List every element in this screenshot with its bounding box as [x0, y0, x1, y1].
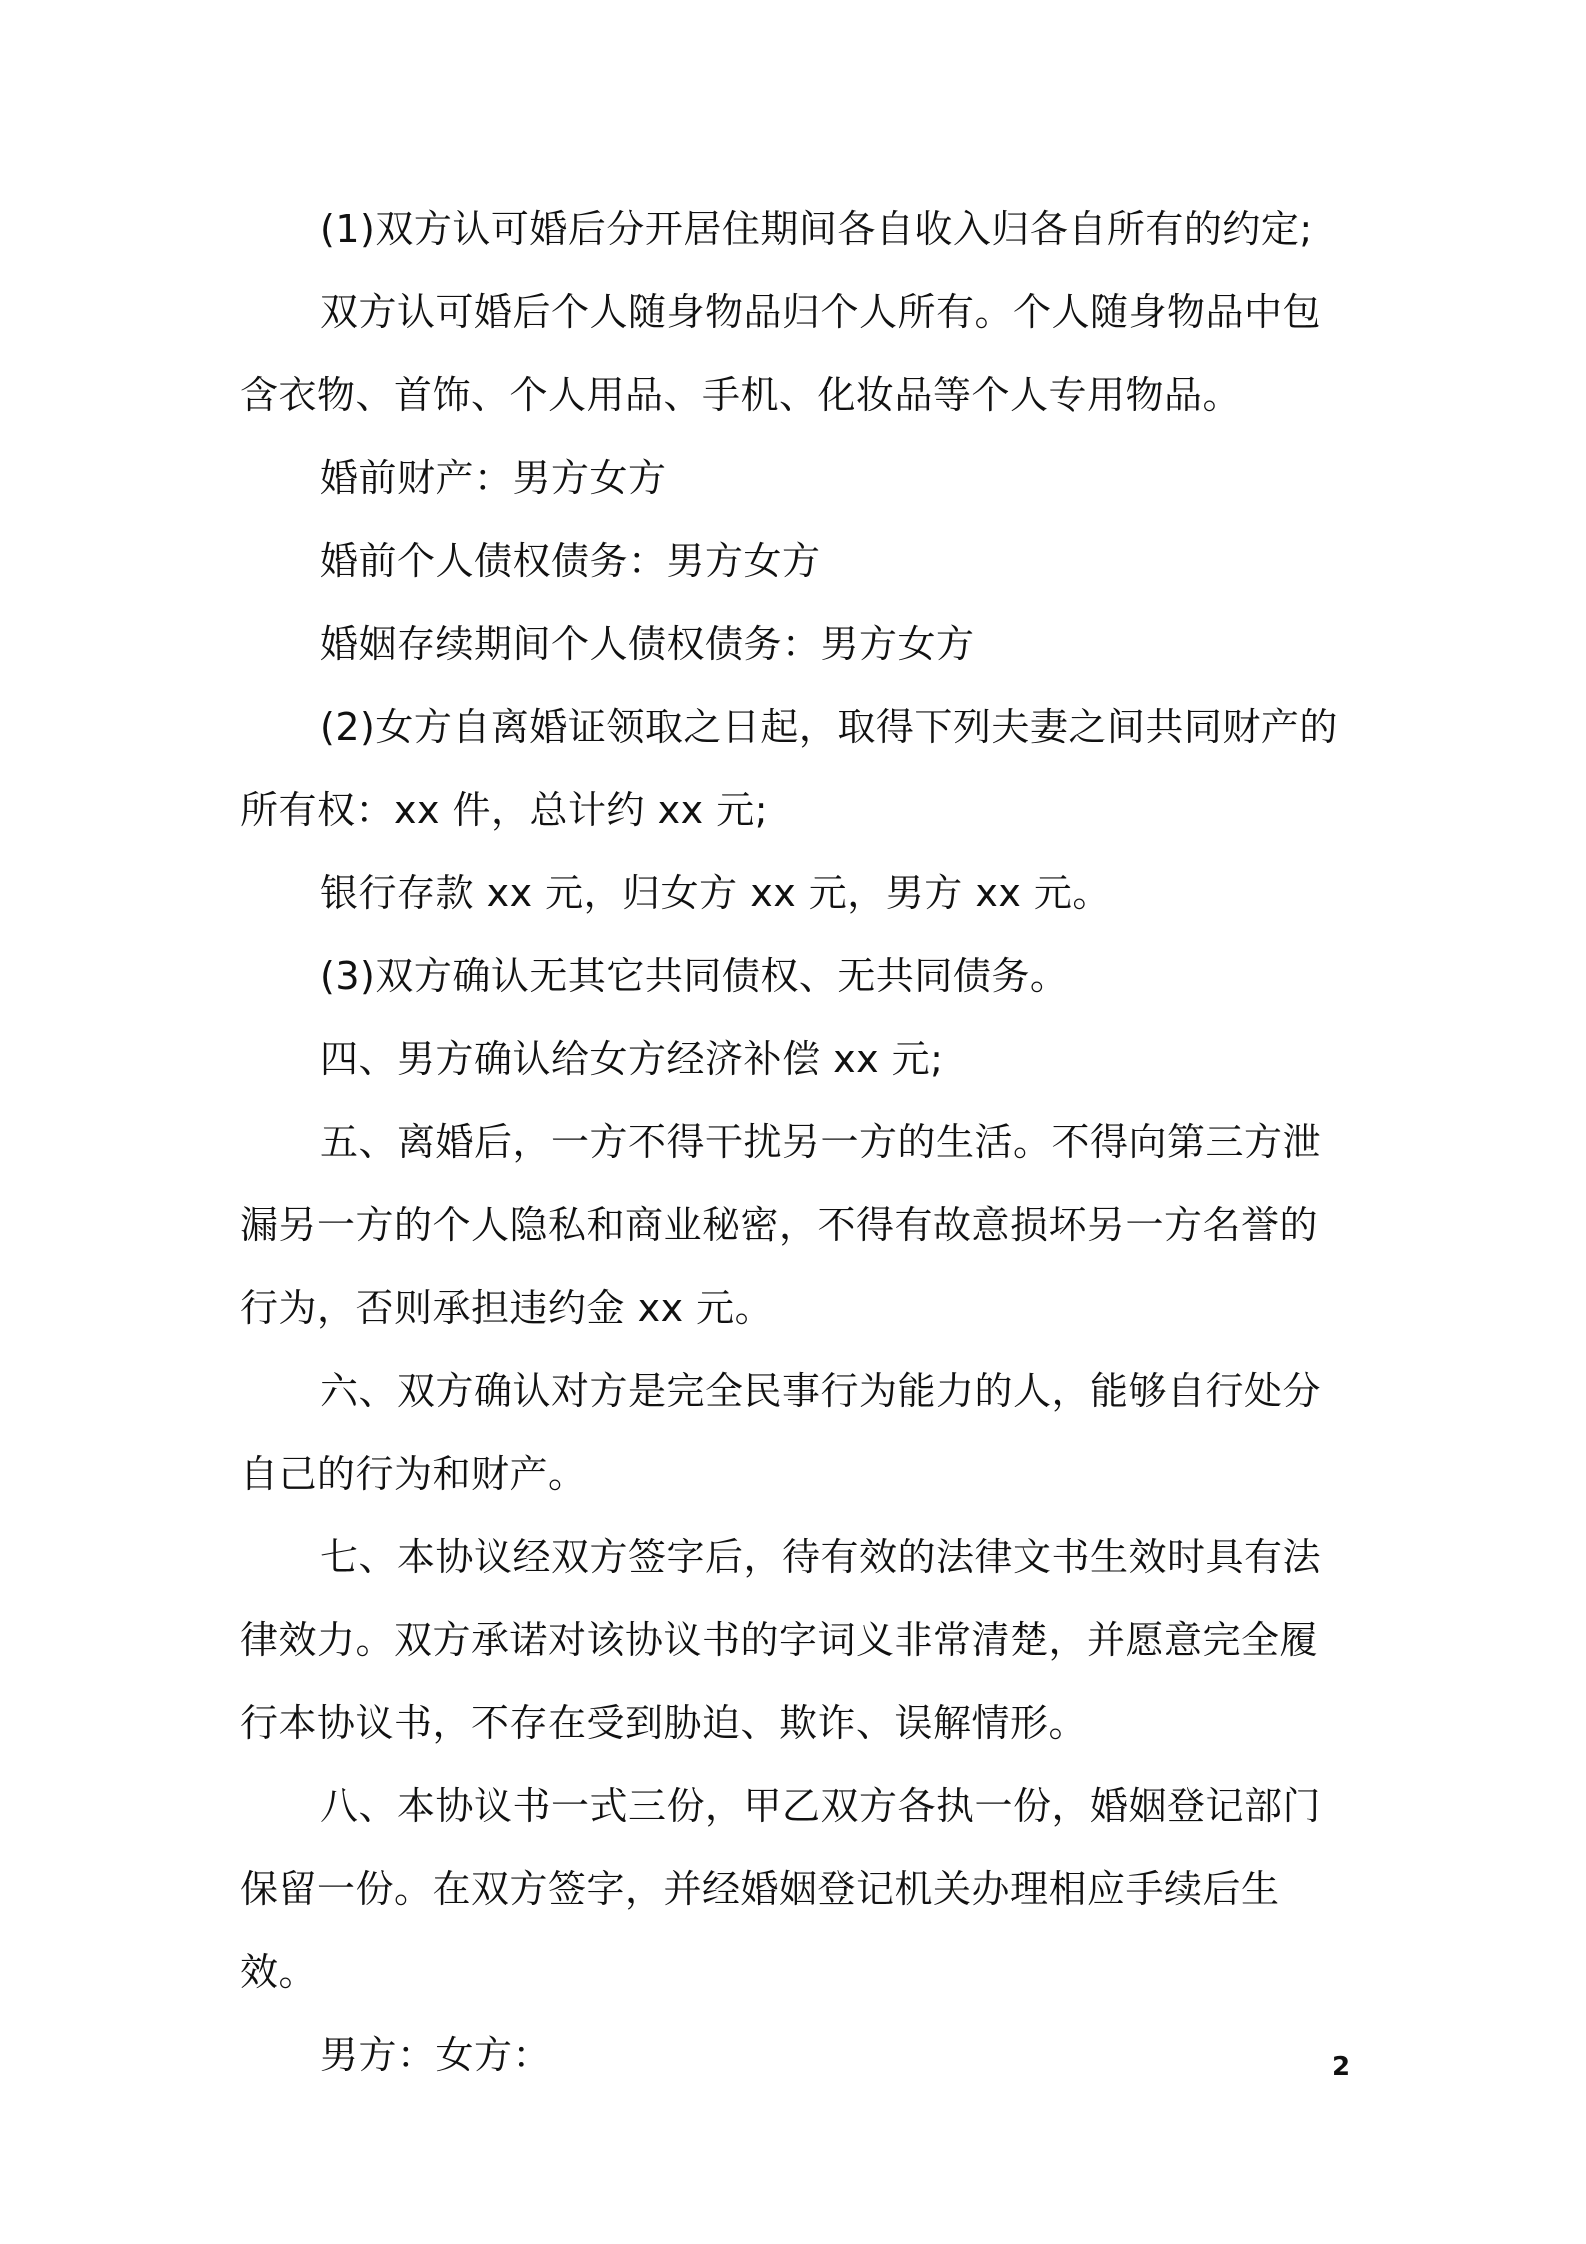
paragraph-6: (2)女方自离婚证领取之日起，取得下列夫妻之间共同财产的所有权：xx 件，总计约 xx 元; — [240, 705, 1338, 832]
paragraph-3: 婚前财产：男方女方 — [320, 456, 667, 500]
paragraph-1: (1)双方认可婚后分开居住期间各自收入归各自所有的约定; — [320, 207, 1313, 251]
paragraph-10: 五、离婚后，一方不得干扰另一方的生活。不得向第三方泄漏另一方的个人隐私和商业秘密，不得有故意损坏另一方名誉的行为，否则承担违约金 xx 元。 — [240, 1120, 1322, 1330]
paragraph-11: 六、双方确认对方是完全民事行为能力的人，能够自行处分自己的行为和财产。 — [240, 1369, 1322, 1496]
paragraph-12: 七、本协议经双方签字后，待有效的法律文书生效时具有法律效力。双方承诺对该协议书的字词义非常清楚，并愿意完全履行本协议书，不存在受到胁迫、欺诈、误解情形。 — [240, 1535, 1322, 1745]
paragraph-8: (3)双方确认无其它共同债权、无共同债务。 — [320, 954, 1069, 998]
paragraph-5: 婚姻存续期间个人债权债务：男方女方 — [320, 622, 975, 666]
paragraph-7: 银行存款 xx 元，归女方 xx 元，男方 xx 元。 — [320, 871, 1111, 915]
page-number: 2 — [1332, 2052, 1351, 2082]
document-body — [240, 188, 1350, 2097]
paragraph-4: 婚前个人债权债务：男方女方 — [320, 539, 821, 583]
paragraph-2: 双方认可婚后个人随身物品归个人所有。个人随身物品中包含衣物、首饰、个人用品、手机、化妆品等个人专用物品。 — [240, 290, 1322, 417]
paragraph-13: 八、本协议书一式三份，甲乙双方各执一份，婚姻登记部门保留一份。在双方签字，并经婚姻登记机关办理相应手续后生效。 — [240, 1784, 1322, 1994]
signature-line: 男方：女方： — [320, 2033, 552, 2077]
paragraph-9: 四、男方确认给女方经济补偿 xx 元; — [320, 1037, 944, 1081]
